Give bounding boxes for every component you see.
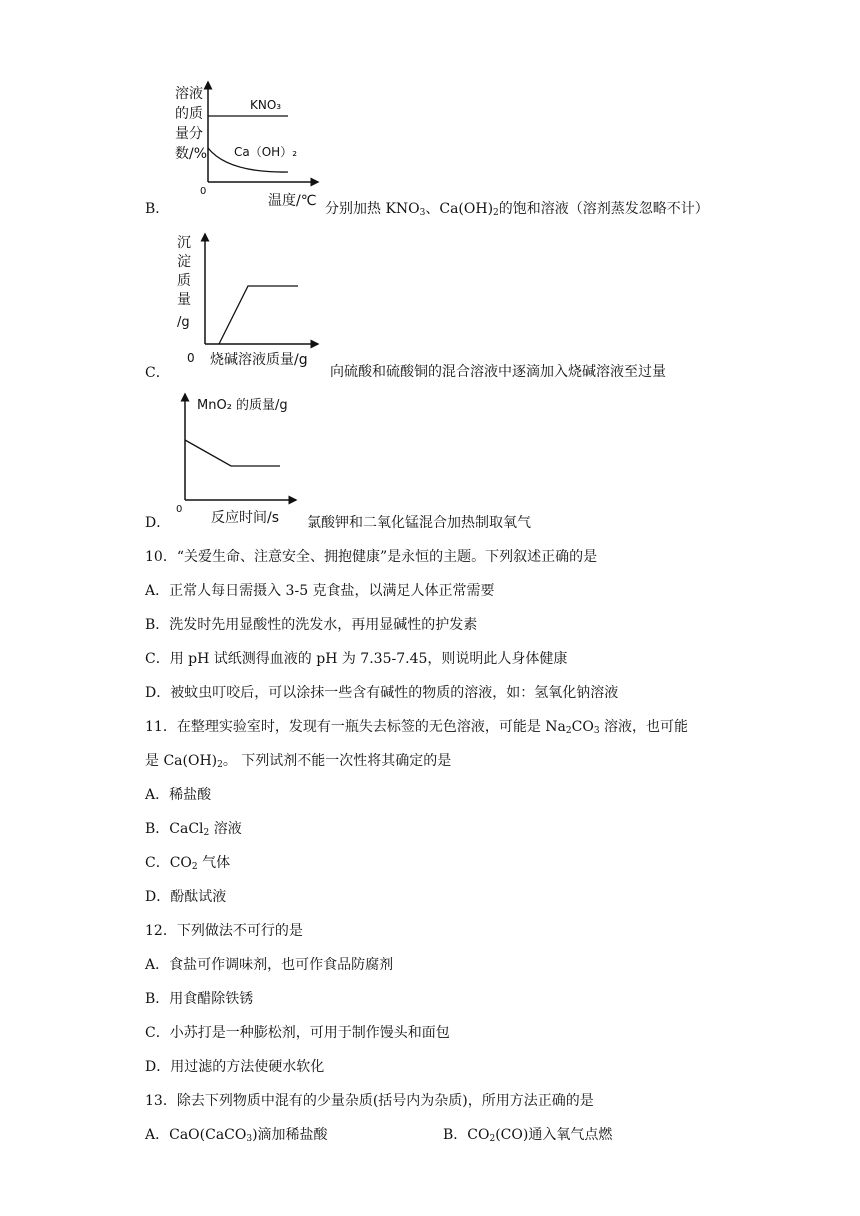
y-label-5: /g	[177, 315, 190, 330]
q10-option-d: D．被蚊虫叮咬后，可以涂抹一些含有碱性的物质的溶液，如：氢氧化钠溶液	[145, 685, 619, 701]
x-axis-label: 烧碱溶液质量/g	[210, 352, 308, 368]
y-label-2: 的质	[175, 106, 203, 122]
y-axis-label: MnO₂ 的质量/g	[197, 398, 288, 413]
y-label-4: 数/%	[175, 146, 208, 162]
q10-option-a: A．正常人每日需摄入 3-5 克食盐，以满足人体正常需要	[145, 583, 495, 599]
y-label-2: 淀	[177, 254, 191, 270]
q12-option-c: C．小苏打是一种膨松剂，可用于制作馒头和面包	[145, 1025, 450, 1041]
y-label-4: 量	[177, 292, 191, 308]
y-label-1: 沉	[177, 235, 191, 251]
option-b-desc: 分别加热 $KNO_3$、$Ca(OH)_2$的饱和溶液（溶剂蒸发忽略不计）	[325, 201, 709, 218]
q10-stem: 10．“关爱生命、注意安全、拥抱健康”是永恒的主题。下列叙述正确的是	[145, 549, 598, 565]
chart-c	[168, 228, 328, 368]
series-mno2-line	[185, 440, 280, 466]
q12-option-a: A．食盐可作调味剂，也可作食品防腐剂	[145, 957, 394, 973]
q13-option-b: B．$CO_2(CO)$通入氧气点燃	[443, 1127, 613, 1144]
origin-label: 0	[187, 351, 195, 365]
x-axis-label: 反应时间/s	[211, 510, 280, 526]
y-label-3: 量分	[175, 126, 203, 142]
y-label-3: 质	[177, 273, 191, 289]
series-precipitate-line	[219, 286, 298, 344]
q10-option-c: C．用 pH 试纸测得血液的 pH 为 7.35-7.45，则说明此人身体健康	[145, 651, 568, 667]
q13-option-a: A．CaO(CaCO$_3$)滴加稀盐酸	[145, 1127, 328, 1144]
series-kno3-label: KNO₃	[250, 98, 282, 112]
q11-option-c: C．$CO_2$ 气体	[145, 855, 231, 872]
option-c-desc: 向硫酸和硫酸铜的混合溶液中逐滴加入烧碱溶液至过量	[330, 364, 666, 380]
q11-option-a: A．稀盐酸	[145, 787, 212, 803]
x-axis-label: 温度/℃	[268, 193, 317, 209]
q13-stem: 13．除去下列物质中混有的少量杂质(括号内为杂质)，所用方法正确的是	[145, 1093, 594, 1109]
chart-b	[168, 78, 323, 210]
q12-stem: 12．下列做法不可行的是	[145, 923, 303, 939]
q11-option-b: B．CaCl$_2$ 溶液	[145, 821, 242, 838]
series-caoh2-label: Ca（OH）₂	[234, 145, 298, 159]
chart-d	[168, 388, 308, 528]
option-d-letter: D．	[145, 515, 171, 531]
option-b-letter: B．	[145, 201, 170, 217]
y-label-1: 溶液	[175, 86, 203, 102]
origin-label: 0	[200, 186, 207, 197]
option-c-letter: C．	[145, 365, 170, 381]
q10-option-b: B．洗发时先用显酸性的洗发水，再用显碱性的护发素	[145, 617, 478, 633]
option-d-desc: 氯酸钾和二氧化锰混合加热制取氧气	[307, 515, 531, 531]
q11-option-d: D．酚酞试液	[145, 889, 227, 905]
origin-label: 0	[176, 504, 183, 515]
q11-stem-line1: 11．在整理实验室时，发现有一瓶失去标签的无色溶液，可能是 $Na_2CO_3$ 溶液，也可能	[145, 719, 688, 736]
q12-option-d: D．用过滤的方法使硬水软化	[145, 1059, 325, 1075]
q11-stem-line2: 是 $Ca(OH)_2$。 下列试剂不能一次性将其确定的是	[145, 753, 452, 770]
q12-option-b: B．用食醋除铁锈	[145, 991, 254, 1007]
